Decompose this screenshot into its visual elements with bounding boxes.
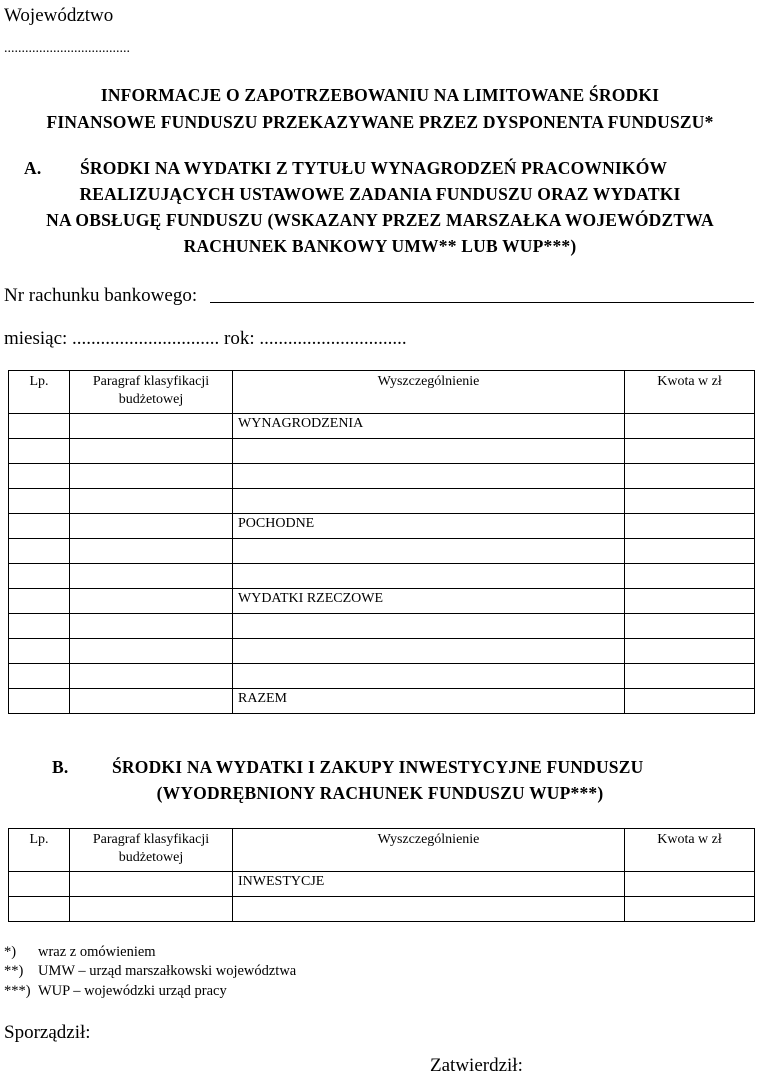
cell-paragraf[interactable] [70,639,233,664]
footnote-1-mark: *) [4,944,17,960]
header-wyszczegolnienie: Wyszczególnienie [233,371,625,414]
table-row [9,489,755,514]
cell-paragraf[interactable] [70,464,233,489]
cell-paragraf[interactable] [70,564,233,589]
cell-kwota[interactable] [625,564,755,589]
cell-paragraf[interactable] [70,539,233,564]
cell-kwota[interactable] [625,439,755,464]
section-a-marker: A. [24,158,42,178]
account-number-field[interactable] [210,302,754,303]
table-row [9,897,755,922]
region-label: Województwo [4,5,114,26]
cell-lp[interactable] [9,614,70,639]
cell-paragraf[interactable] [70,514,233,539]
cell-lp[interactable] [9,514,70,539]
section-b-marker: B. [52,757,69,777]
cell-kwota[interactable] [625,614,755,639]
cell-wyszczegolnienie[interactable]: RAZEM [233,689,625,714]
cell-kwota[interactable] [625,539,755,564]
cell-lp[interactable] [9,414,70,439]
cell-kwota[interactable] [625,897,755,922]
cell-kwota[interactable] [625,639,755,664]
cell-lp[interactable] [9,664,70,689]
cell-lp[interactable] [9,897,70,922]
section-b-heading-line-1: ŚRODKI NA WYDATKI I ZAKUPY INWESTYCYJNE FUNDUSZU [112,757,644,777]
cell-lp[interactable] [9,564,70,589]
cell-lp[interactable] [9,639,70,664]
header-paragraf: Paragraf klasyfikacji budżetowej [70,829,233,872]
cell-paragraf[interactable] [70,897,233,922]
table-row [9,664,755,689]
section-a-heading-line-3: NA OBSŁUGĘ FUNDUSZU (WSKAZANY PRZEZ MARSZAŁKA WOJEWÓDZTWA [46,210,714,230]
cell-paragraf[interactable] [70,664,233,689]
approved-by-label: Zatwierdził: [430,1055,523,1076]
cell-lp[interactable] [9,439,70,464]
section-a-heading-line-4: RACHUNEK BANKOWY UMW** LUB WUP***) [183,236,577,256]
section-a-table [8,370,755,714]
section-b-heading-line-2: (WYODRĘBNIONY RACHUNEK FUNDUSZU WUP***) [156,783,604,803]
cell-paragraf[interactable] [70,489,233,514]
cell-wyszczegolnienie[interactable] [233,897,625,922]
table-row [9,514,755,539]
table-header-row [9,371,755,414]
cell-wyszczegolnienie[interactable]: INWESTYCJE [233,872,625,897]
prepared-by-label: Sporządził: [4,1022,91,1043]
document-title-line-1: INFORMACJE O ZAPOTRZEBOWANIU NA LIMITOWANE ŚRODKI [100,85,660,105]
cell-lp[interactable] [9,539,70,564]
cell-kwota[interactable] [625,464,755,489]
table-header-row [9,829,755,872]
table-row [9,439,755,464]
cell-lp[interactable] [9,872,70,897]
cell-paragraf[interactable] [70,589,233,614]
section-a-heading-line-2: REALIZUJĄCYCH USTAWOWE ZADANIA FUNDUSZU ORAZ WYDATKI [79,184,681,204]
region-dots[interactable]: .................................... [4,41,130,56]
header-lp: Lp. [9,371,70,414]
cell-wyszczegolnienie[interactable] [233,664,625,689]
cell-lp[interactable] [9,489,70,514]
cell-paragraf[interactable] [70,414,233,439]
header-kwota: Kwota w zł [625,371,755,414]
cell-wyszczegolnienie[interactable] [233,564,625,589]
header-lp: Lp. [9,829,70,872]
cell-wyszczegolnienie[interactable]: WYDATKI RZECZOWE [233,589,625,614]
table-row [9,539,755,564]
cell-wyszczegolnienie[interactable] [233,464,625,489]
table-row [9,464,755,489]
header-wyszczegolnienie: Wyszczególnienie [233,829,625,872]
cell-paragraf[interactable] [70,689,233,714]
cell-lp[interactable] [9,464,70,489]
cell-wyszczegolnienie[interactable] [233,639,625,664]
header-kwota: Kwota w zł [625,829,755,872]
cell-kwota[interactable] [625,514,755,539]
header-paragraf: Paragraf klasyfikacji budżetowej [70,371,233,414]
cell-lp[interactable] [9,689,70,714]
footnote-1-text: wraz z omówieniem [38,944,156,960]
month-year-line[interactable]: miesiąc: ............................... rok: ............................... [4,328,407,349]
cell-kwota[interactable] [625,689,755,714]
cell-kwota[interactable] [625,872,755,897]
table-row [9,872,755,897]
footnote-2-text: UMW – urząd marszałkowski województwa [38,963,297,979]
cell-wyszczegolnienie[interactable] [233,489,625,514]
cell-wyszczegolnienie[interactable] [233,439,625,464]
table-row [9,589,755,614]
cell-wyszczegolnienie[interactable]: POCHODNE [233,514,625,539]
cell-kwota[interactable] [625,489,755,514]
cell-wyszczegolnienie[interactable] [233,539,625,564]
table-row-total [9,689,755,714]
account-number-label: Nr rachunku bankowego: [4,285,198,306]
cell-paragraf[interactable] [70,614,233,639]
document-title-line-2: FINANSOWE FUNDUSZU PRZEKAZYWANE PRZEZ DYSPONENTA FUNDUSZU* [46,112,714,132]
table-row [9,639,755,664]
cell-kwota[interactable] [625,589,755,614]
table-row [9,564,755,589]
cell-paragraf[interactable] [70,439,233,464]
table-row [9,414,755,439]
cell-lp[interactable] [9,589,70,614]
cell-paragraf[interactable] [70,872,233,897]
cell-wyszczegolnienie[interactable] [233,614,625,639]
cell-kwota[interactable] [625,414,755,439]
footnote-3-mark: ***) [4,983,31,999]
cell-wyszczegolnienie[interactable]: WYNAGRODZENIA [233,414,625,439]
cell-kwota[interactable] [625,664,755,689]
section-a-heading-line-1: ŚRODKI NA WYDATKI Z TYTUŁU WYNAGRODZEŃ PRACOWNIKÓW [80,158,668,178]
section-b-table [8,828,755,922]
footnote-3-text: WUP – wojewódzki urząd pracy [38,983,227,999]
footnote-2-mark: **) [4,963,24,979]
table-row [9,614,755,639]
